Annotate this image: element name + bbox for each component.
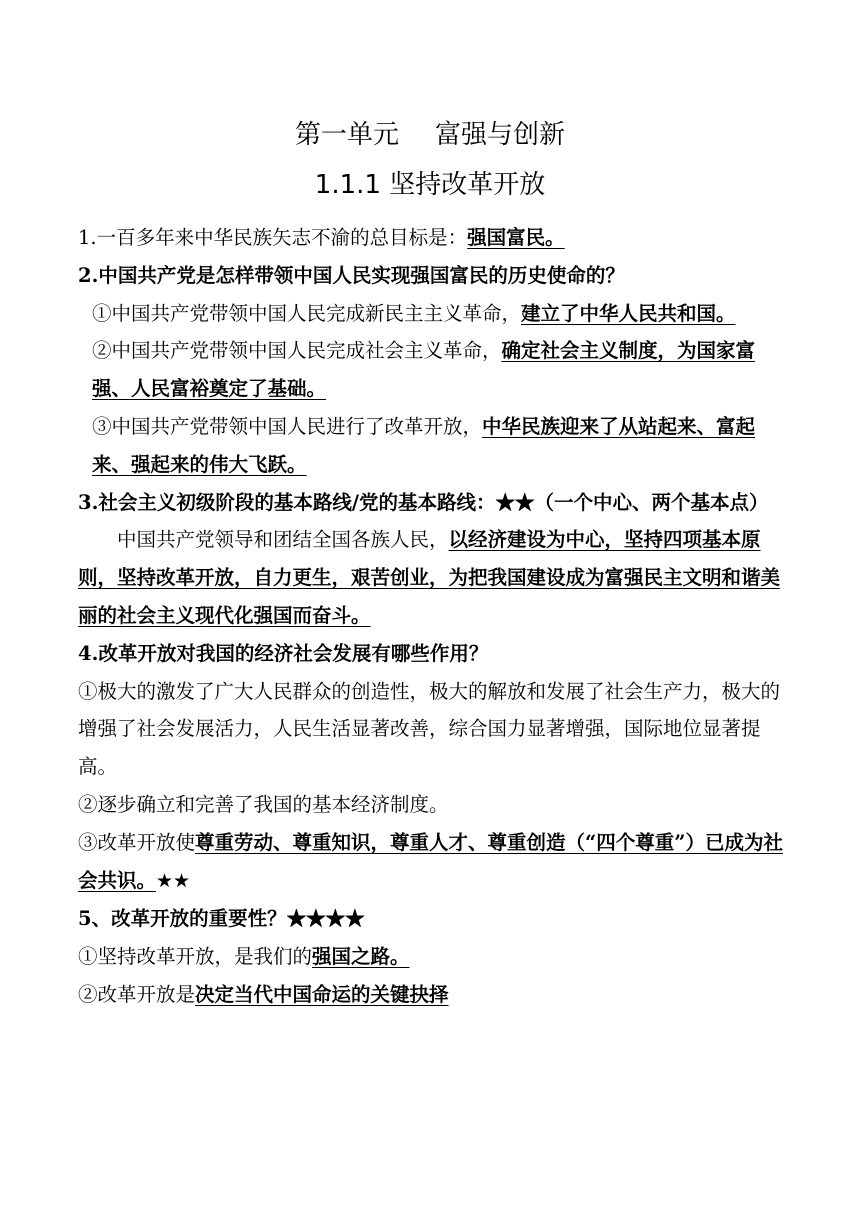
q1 <box>78 219 784 257</box>
q4-item-3 <box>78 824 784 901</box>
q5-item-2-text: ②改革开放是 <box>78 982 196 1006</box>
q4-item-3-text: ③改革开放使 <box>78 830 196 854</box>
q4-item-3-stars: ★★ <box>156 869 191 892</box>
q4-item-1: ①极大的激发了广大人民群众的创造性，极大的解放和发展了社会生产力，极大的增强了社会发展活力，人民生活显著改善，综合国力显著增强，国际地位显著提高。 <box>78 679 781 779</box>
q2-item-1-answer: 建立了中华人民共和国。 <box>521 301 736 325</box>
q5-item-2-answer: 决定当代中国命运的关键抉择 <box>195 982 449 1006</box>
unit-title-name: 富强与创新 <box>435 120 566 150</box>
q1-text: 1.一百多年来中华民族矢志不渝的总目标是： <box>78 226 468 249</box>
q2-item-3 <box>78 408 784 484</box>
unit-title-number: 第一单元 <box>294 120 399 150</box>
q3-question: 3.社会主义初级阶段的基本路线/党的基本路线：★★（一个中心、两个基本点） <box>78 490 769 514</box>
q2-item-2-answer: 确定社会主义制度，为国家富强、人民富裕奠定了基础。 <box>92 339 756 401</box>
q2-item-3-answer: 中华民族迎来了从站起来、富起来、强起来的伟大飞跃。 <box>92 414 756 476</box>
q5-item-2 <box>78 976 784 1014</box>
q4-question: 4.改革开放对我国的经济社会发展有哪些作用？ <box>78 641 489 665</box>
q5-question: 5、改革开放的重要性？★★★★ <box>78 907 365 931</box>
unit-title <box>0 118 860 152</box>
q3-body <box>78 521 784 634</box>
q2-item-1-text: ①中国共产党带领中国人民完成新民主主义革命， <box>92 301 522 325</box>
q5-item-1 <box>78 938 784 976</box>
q2-item-3-text: ③中国共产党带领中国人民进行了改革开放， <box>92 414 483 438</box>
lesson-title: 1.1.1 坚持改革开放 <box>314 170 546 200</box>
q4-item-3-answer: 尊重劳动、尊重知识，尊重人才、尊重创造（“四个尊重”）已成为社会共识。 <box>78 830 783 892</box>
q2-item-2-text: ②中国共产党带领中国人民完成社会主义革命， <box>92 339 502 363</box>
q2-item-1 <box>78 295 784 333</box>
q5-item-1-answer: 强国之路。 <box>312 945 410 969</box>
q3-text: 中国共产党领导和团结全国各族人民， <box>117 528 449 552</box>
notes-content <box>78 219 784 1014</box>
q2-item-2 <box>78 332 784 408</box>
q5-item-1-text: ①坚持改革开放，是我们的 <box>78 945 313 969</box>
q2-question: 2.中国共产党是怎样带领中国人民实现强国富民的历史使命的？ <box>78 263 625 287</box>
q3-answer: 以经济建设为中心，坚持四项基本原则，坚持改革开放，自力更生，艰苦创业，为把我国建设成为富强民主文明和谐美丽的社会主义现代化强国而奋斗。 <box>78 528 781 627</box>
q1-answer: 强国富民。 <box>467 226 565 249</box>
q4-item-2: ②逐步确立和完善了我国的基本经济制度。 <box>78 792 449 816</box>
